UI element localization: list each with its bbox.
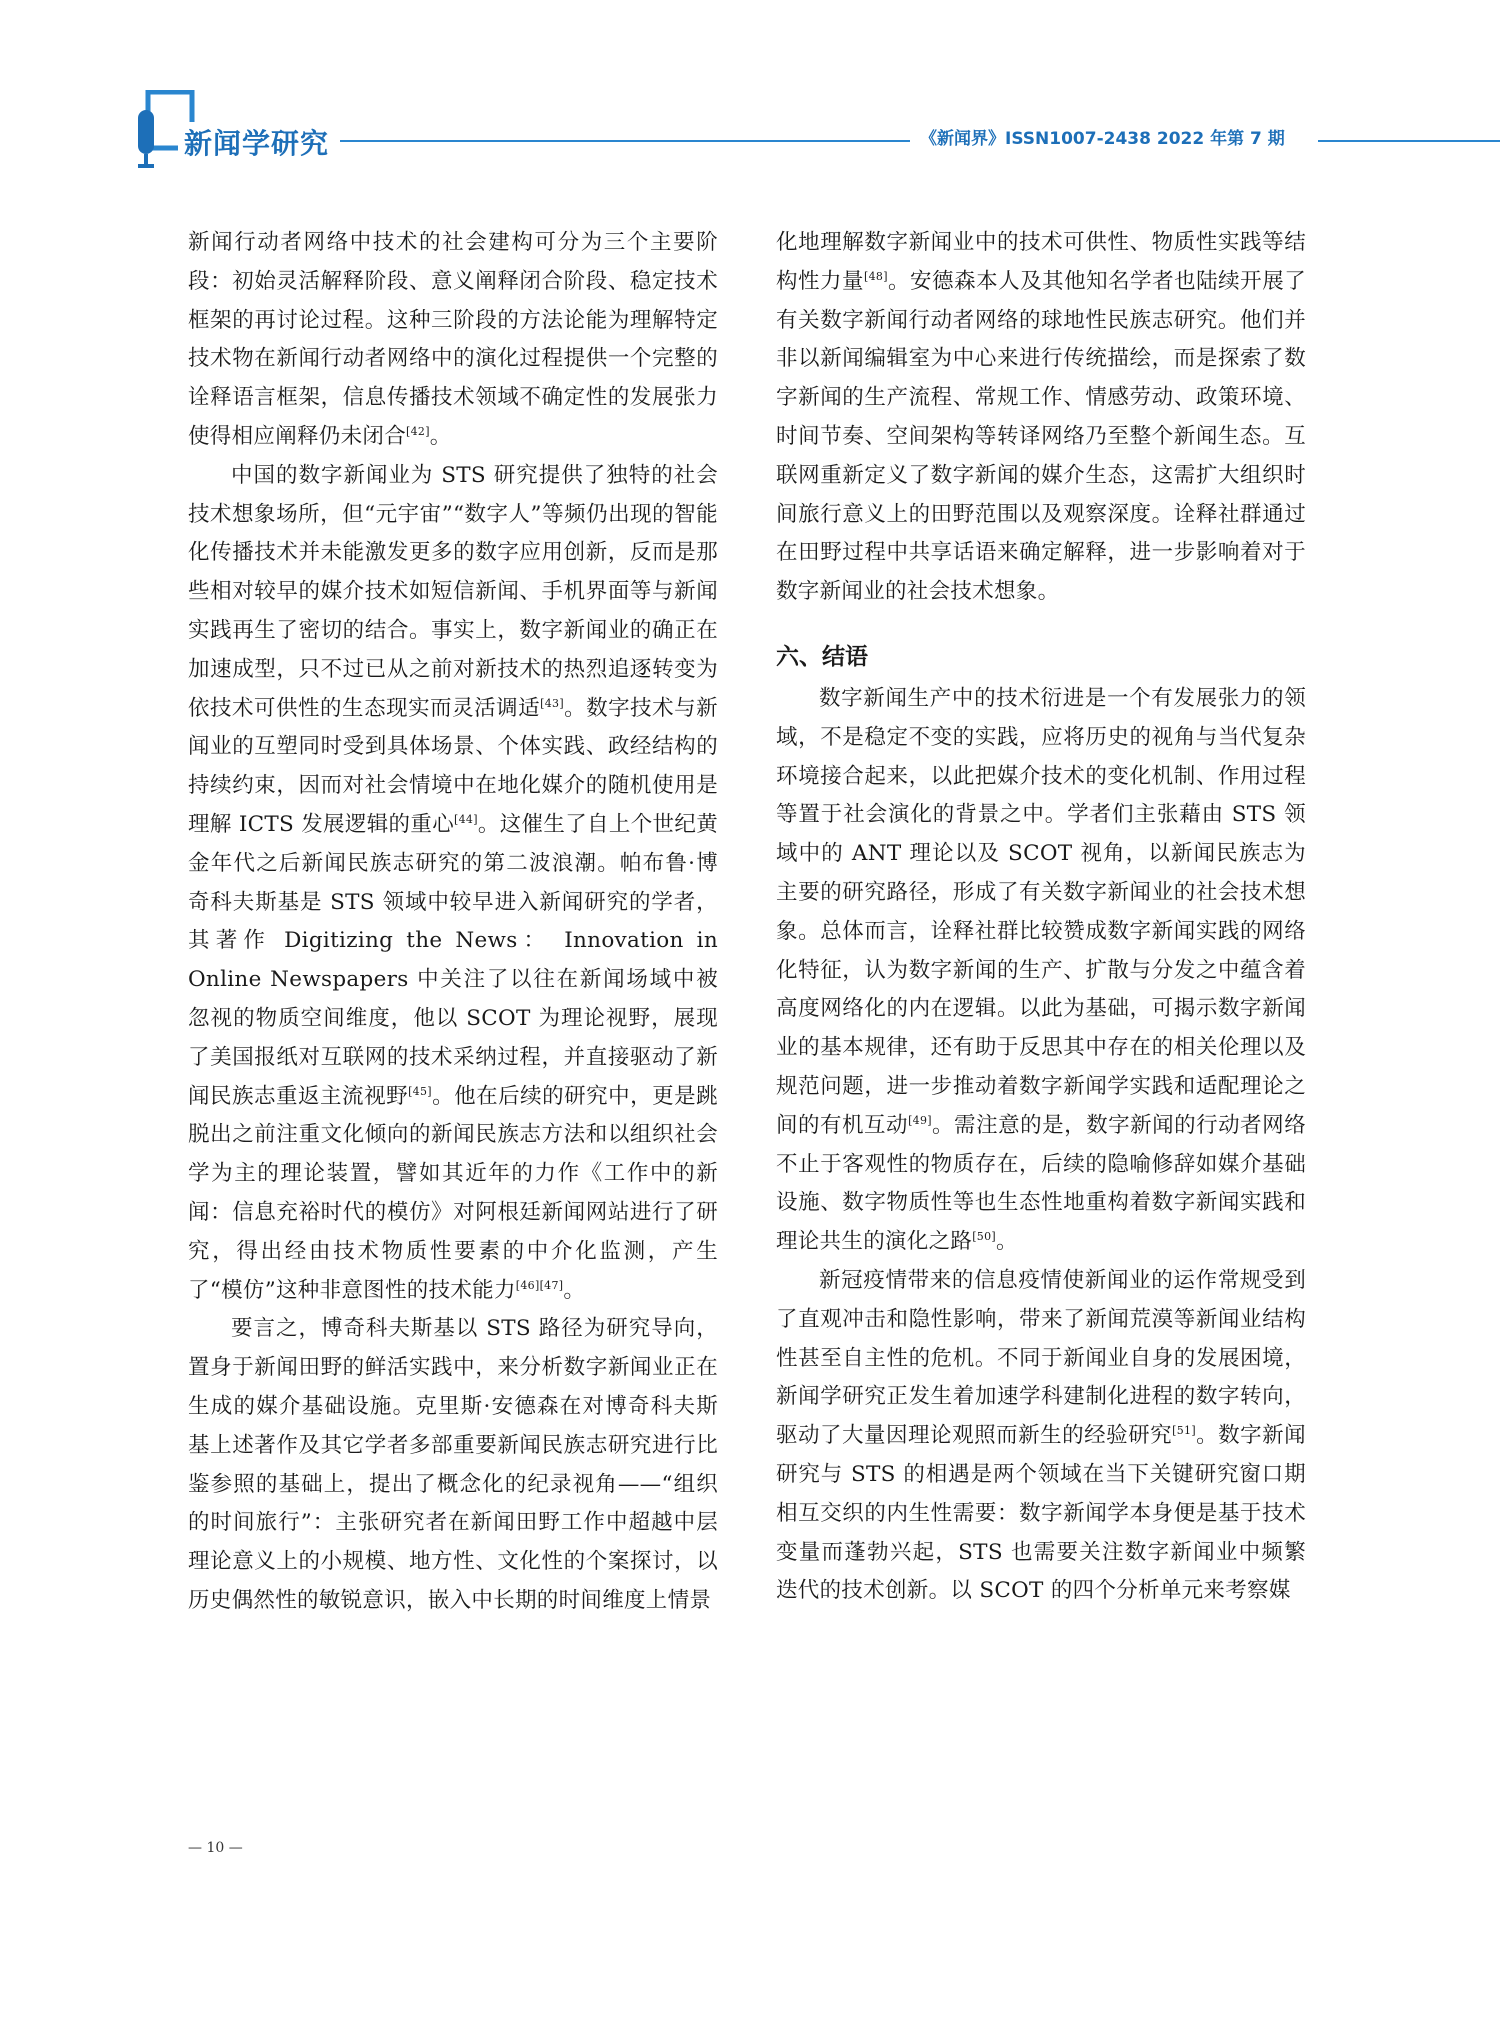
body-paragraph (188, 224, 718, 457)
body-paragraph (776, 224, 1306, 612)
citation-ref: [43] (540, 696, 564, 710)
section-heading: 六、结语 (776, 643, 868, 670)
text-segment: 中国的数字新闻业为 STS 研究提供了独特的社会技术想象场所，但“元宇宙”“数字人”等频仍出现的智能化传播技术并未能激发更多的数字应用创新，反而是那些相对较早的媒介技术如短信新闻、手机界面等与新闻实践再生了密切的结合。事实上，数字新闻业的确正在加速成型，只不过已从之前对新技术的热烈追逐转变为依技术可供性的生态现实而灵活调适 (188, 462, 718, 721)
header-divider-left (340, 140, 910, 142)
text-segment: 要言之，博奇科夫斯基以 STS 路径为研究导向，置身于新闻田野的鲜活实践中，来分析数字新闻业正在生成的媒介基础设施。克里斯·安德森在对博奇科夫斯基上述著作及其它学者多部重要新闻民族志研究进行比鉴参照的基础上，提出了概念化的纪录视角——“组织的时间旅行”：主张研究者在新闻田野工作中超越中层理论意义上的小规模、地方性、文化性的个案探讨，以历史偶然性的敏锐意识，嵌入中长期的时间维度上情景 (188, 1316, 718, 1613)
text-segment: 新冠疫情带来的信息疫情使新闻业的运作常规受到了直观冲击和隐性影响，带来了新闻荒漠等新闻业结构性甚至自主性的危机。不同于新闻业自身的发展困境，新闻学研究正发生着加速学科建制化进程的数字转向，驱动了大量因理论观照而新生的经验研究 (776, 1267, 1306, 1449)
body-paragraph (188, 1310, 718, 1620)
section-logo-title: 新闻学研究 (178, 122, 335, 162)
text-segment: 。需注意的是，数字新闻的行动者网络不止于客观性的物质存在，后续的隐喻修辞如媒介基础设施、数字物质性等也生态性地重构着数字新闻实践和理论共生的演化之路 (776, 1112, 1306, 1255)
text-segment: 。数字技术与新闻业的互塑同时受到具体场景、个体实践、政经结构的持续约束，因而对社会情境中在地化媒介的随机使用是理解 ICTS 发展逻辑的重心 (188, 695, 718, 837)
text-segment: 。安德森本人及其他知名学者也陆续开展了有关数字新闻行动者网络的球地性民族志研究。他们并非以新闻编辑室为中心来进行传统描绘，而是探索了数字新闻的生产流程、常规工作、情感劳动、政策环境、时间节奏、空间架构等转译网络乃至整个新闻生态。互联网重新定义了数字新闻的媒介生态，这需扩大组织时间旅行意义上的田野范围以及观察深度。诠释社群通过在田野过程中共享话语来确定解释，进一步影响着对于数字新闻业的社会技术想象。 (776, 268, 1307, 605)
text-segment: 化地理解数字新闻业中的技术可供性、物质性实践等结构性力量 (776, 230, 1306, 294)
citation-ref: [45] (408, 1084, 432, 1098)
citation-ref: [48] (864, 269, 888, 283)
citation-ref: [49] (908, 1113, 932, 1127)
body-paragraph (188, 457, 718, 1311)
citation-ref: [51] (1172, 1423, 1196, 1437)
header-divider-right (1318, 140, 1500, 142)
citation-ref: [42] (406, 424, 430, 438)
left-column (188, 224, 718, 1621)
body-paragraph (776, 680, 1306, 1262)
text-segment: 数字新闻生产中的技术衍进是一个有发展张力的领域，不是稳定不变的实践，应将历史的视角与当代复杂环境接合起来，以此把媒介技术的变化机制、作用过程等置于社会演化的背景之中。学者们主张藉由 STS 领域中的 ANT 理论以及 SCOT 视角，以新闻民族志为主要的研究路径，形成了有关数字新闻业的社会技术想象。总体而言，诠释社群比较赞成数字新闻实践的网络化特征，认为数字新闻的生产、扩散与分发之中蕴含着高度网络化的内在逻辑。以此为基础，可揭示数字新闻业的基本规律，还有助于反思其中存在的相关伦理以及规范问题，进一步推动着数字新闻学实践和适配理论之间的有机互动 (776, 685, 1306, 1138)
citation-ref: [50] (972, 1229, 996, 1243)
body-paragraph (776, 1262, 1306, 1611)
text-segment: 。 (995, 1229, 1018, 1255)
right-column (776, 224, 1306, 1611)
text-segment: 。 (563, 1277, 586, 1303)
text-segment: 。他在后续的研究中，更是跳脱出之前注重文化倾向的新闻民族志方法和以组织社会学为主的理论装置，譬如其近年的力作《工作中的新闻：信息充裕时代的模仿》对阿根廷新闻网站进行了研究，得出经由技术物质性要素的中介化监测，产生了“模仿”这种非意图性的技术能力 (188, 1083, 718, 1303)
text-segment: 。 (429, 423, 452, 449)
journal-issue-info: 《新闻界》ISSN1007-2438 2022 年第 7 期 (920, 129, 1285, 149)
page-number: — 10 — (188, 1840, 243, 1856)
text-segment: 。数字新闻研究与 STS 的相遇是两个领域在当下关键研究窗口期相互交织的内生性需要：数字新闻学本身便是基于技术变量而蓬勃兴起，STS 也需要关注数字新闻业中频繁迭代的技术创新。以 SCOT 的四个分析单元来考察媒 (776, 1423, 1306, 1604)
text-segment: 。这催生了自上个世纪黄金年代之后新闻民族志研究的第二波浪潮。帕布鲁·博奇科夫斯基是 STS 领域中较早进入新闻研究的学者，其著作 Digitizing the News： Innovation in Online Newspapers 中关注了以往在新闻场域中被忽视的物质空间维度，他以 SCOT 为理论视野，展现了美国报纸对互联网的技术采纳过程，并直接驱动了新闻民族志重返主流视野 (188, 811, 718, 1109)
text-segment: 新闻行动者网络中技术的社会建构可分为三个主要阶段：初始灵活解释阶段、意义阐释闭合阶段、稳定技术框架的再讨论过程。这种三阶段的方法论能为理解特定技术物在新闻行动者网络中的演化过程提供一个完整的诠释语言框架，信息传播技术领域不确定性的发展张力使得相应阐释仍未闭合 (188, 230, 718, 449)
citation-ref: [44] (454, 812, 478, 826)
citation-ref: [46][47] (515, 1278, 564, 1292)
